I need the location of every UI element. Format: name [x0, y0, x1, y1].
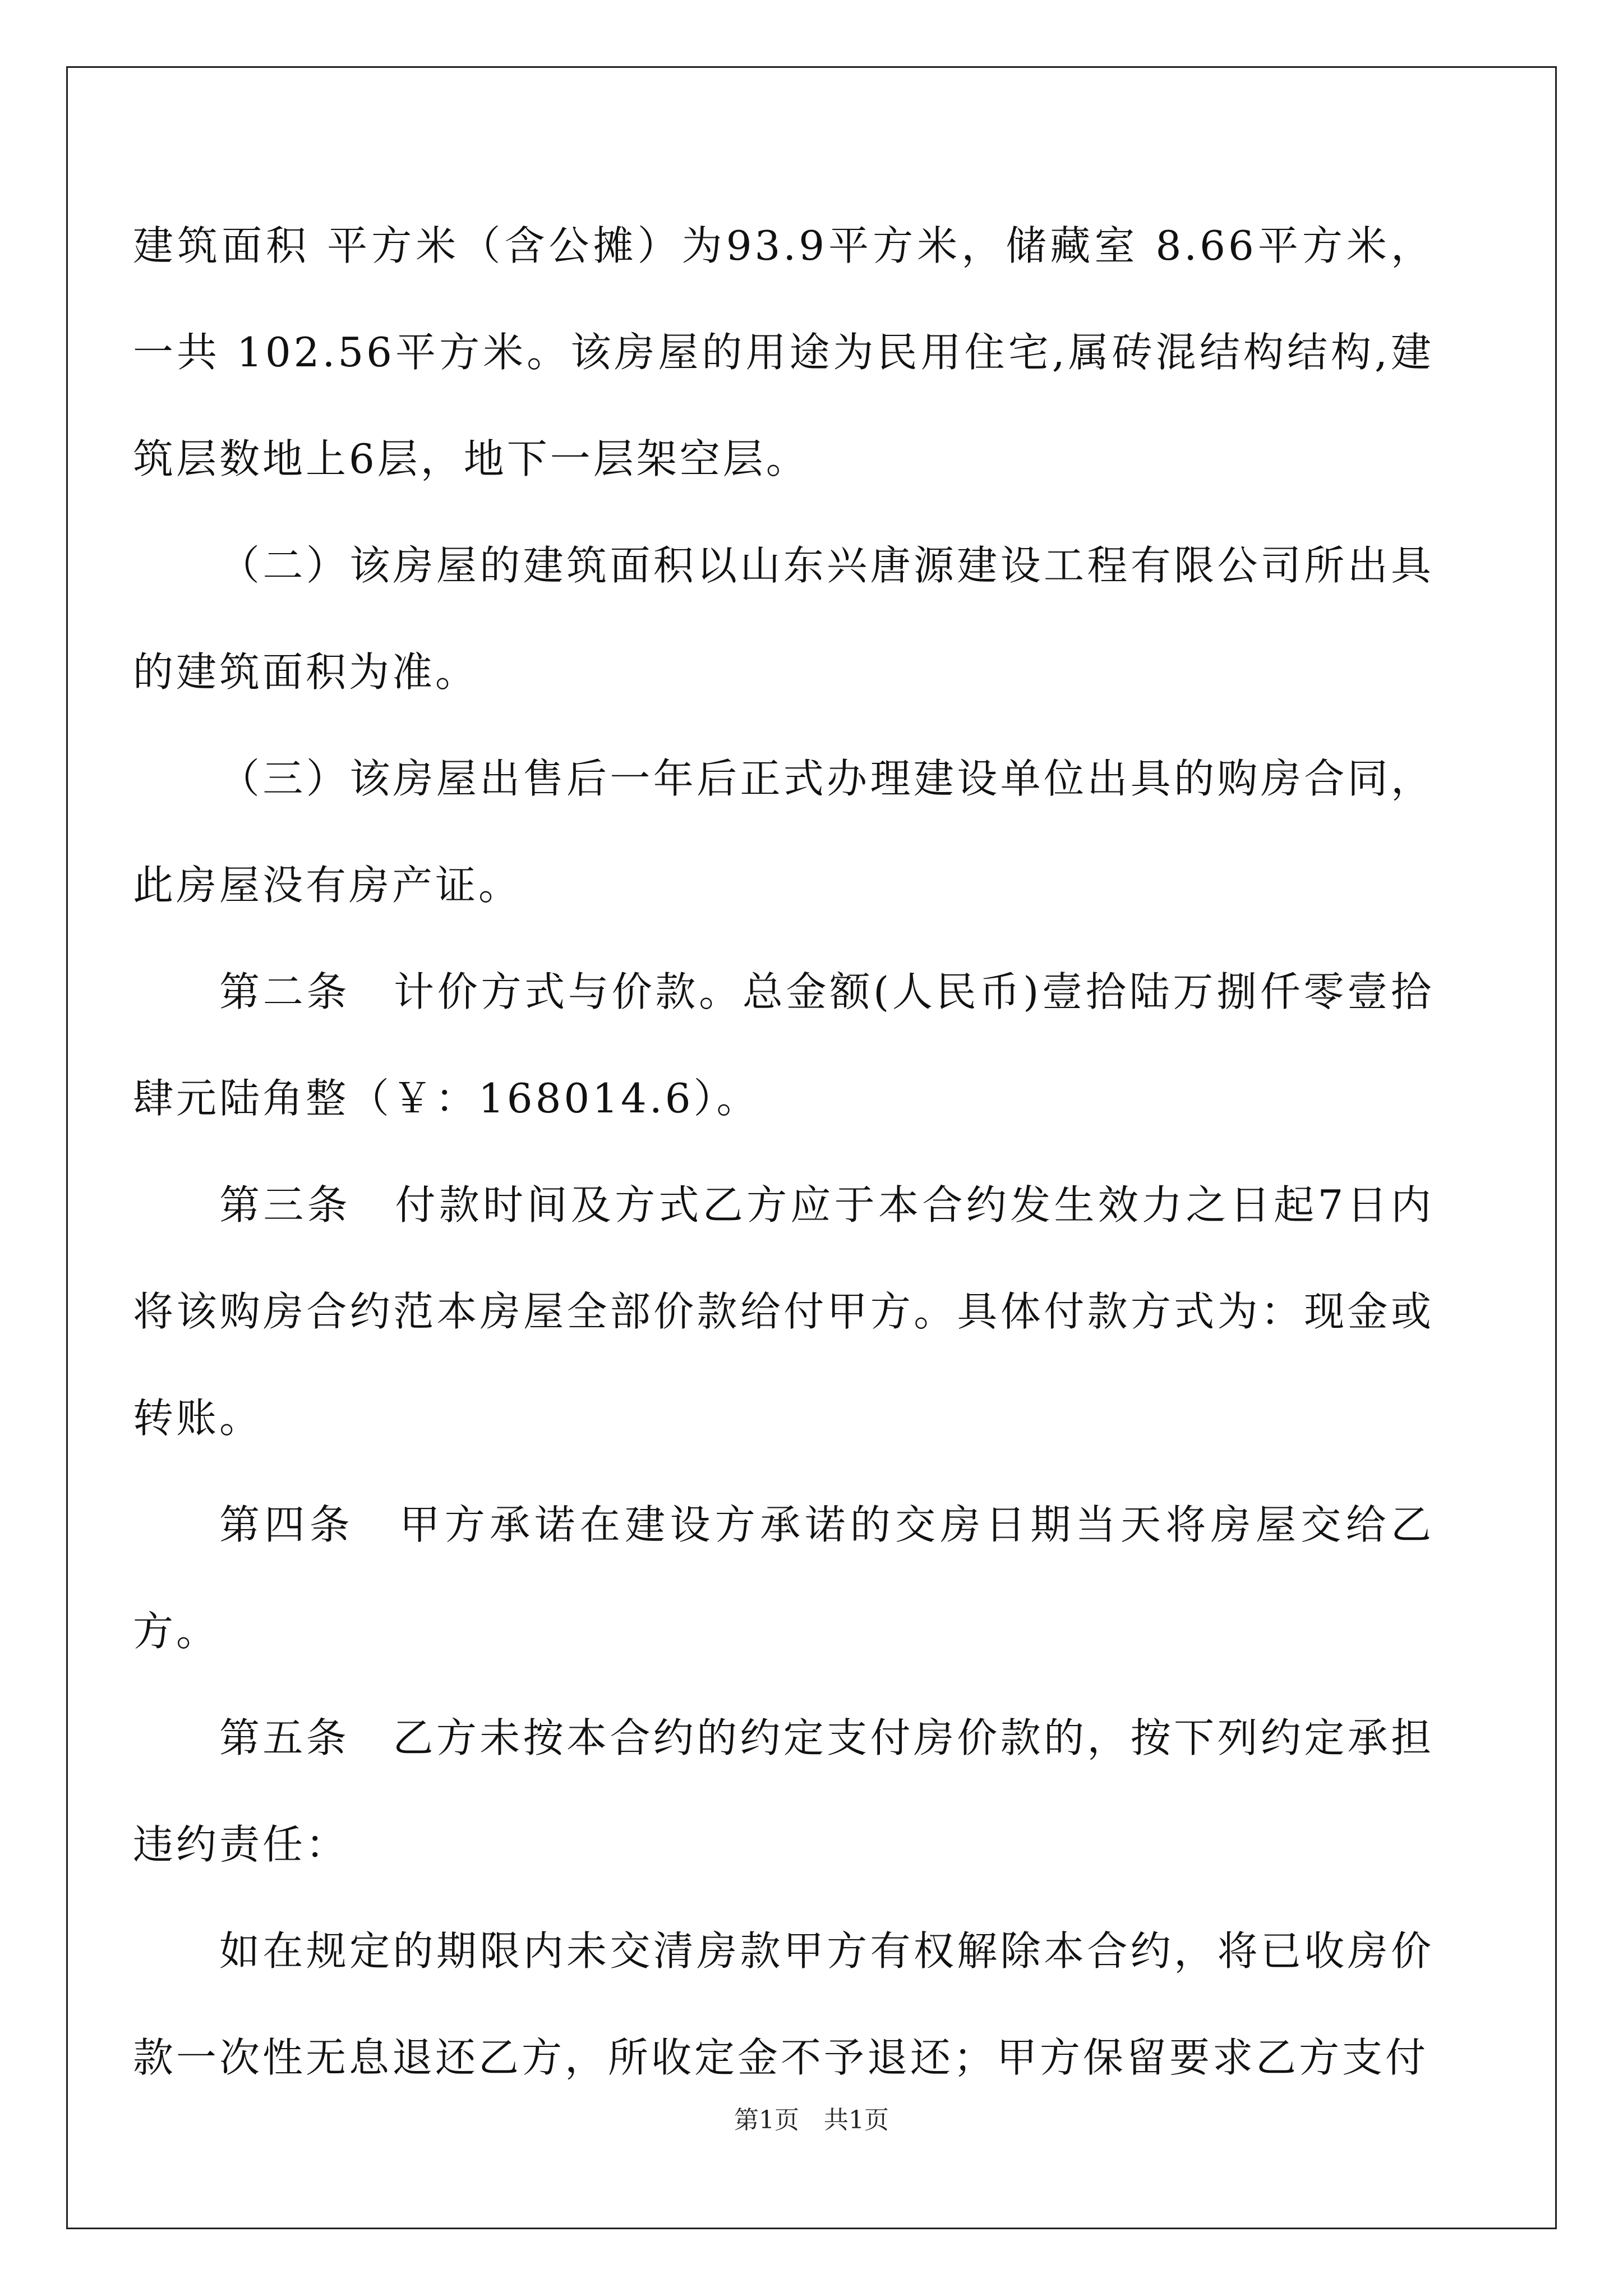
document-body	[133, 192, 1434, 2111]
paragraph-termination: 如在规定的期限内未交清房款甲方有权解除本合约，将已收房价款一次性无息退还乙方，所收定金不予退还；甲方保留要求乙方支付	[133, 1927, 1434, 2081]
paragraph-article-3-payment: 第三条 付款时间及方式乙方应于本合约发生效力之日起7日内将该购房合约范本房屋全部价款给付甲方。具体付款方式为：现金或转账。	[133, 1181, 1434, 1442]
paragraph-article-5-breach: 第五条 乙方未按本合约的约定支付房价款的，按下列约定承担违约责任：	[133, 1714, 1434, 1868]
paragraph-article-2-price: 第二条 计价方式与价款。总金额(人民币)壹拾陆万捌仟零壹拾肆元陆角整（￥：168014.6）。	[133, 968, 1434, 1122]
paragraph-clause-3: （三）该房屋出售后一年后正式办理建设单位出具的购房合同，此房屋没有房产证。	[133, 755, 1434, 909]
page-number-footer	[0, 2104, 1623, 2137]
paragraph-article-4-delivery: 第四条 甲方承诺在建设方承诺的交房日期当天将房屋交给乙方。	[133, 1501, 1434, 1655]
paragraph-area-description: 建筑面积 平方米（含公摊）为93.9平方米，储藏室 8.66平方米，一共 102.56平方米。该房屋的用途为民用住宅,属砖混结构结构,建筑层数地上6层，地下一层架空层。	[133, 222, 1434, 482]
page-number-label: 第1页 共1页	[734, 2106, 889, 2134]
paragraph-clause-2: （二）该房屋的建筑面积以山东兴唐源建设工程有限公司所出具的建筑面积为准。	[133, 542, 1434, 696]
